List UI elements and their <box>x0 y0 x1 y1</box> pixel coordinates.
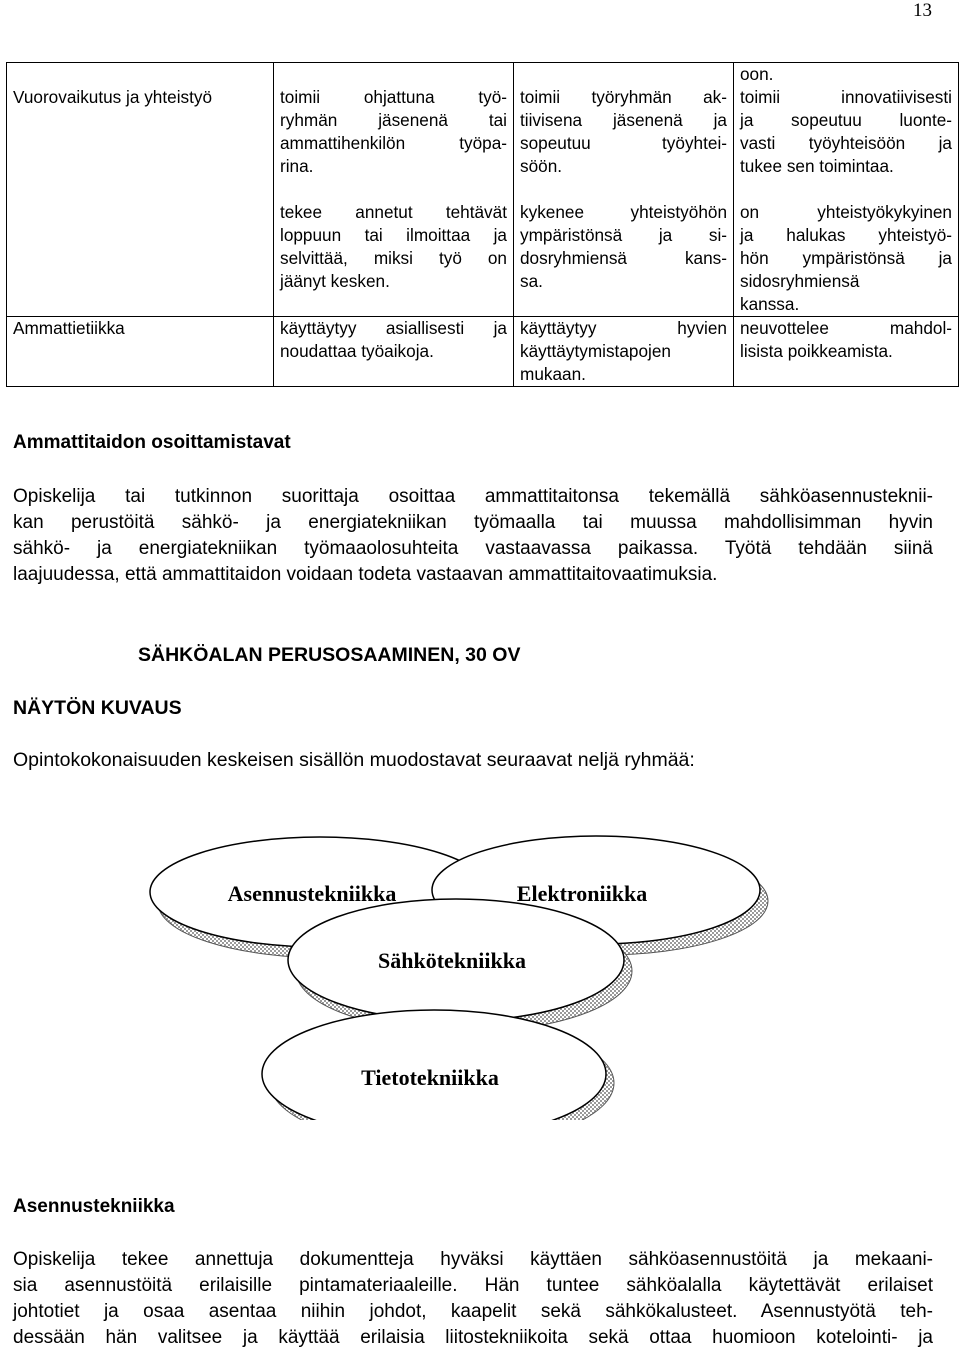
criteria-text <box>280 86 507 293</box>
text-line: dessään hän valitsee ja käyttää erilaisia liitostekniikoita sekä ottaa huomioon kotelointi- ja <box>13 1327 933 1348</box>
text-line: oon. <box>740 64 774 84</box>
criteria-text <box>520 86 727 293</box>
text-line: sähkö- ja energiatekniikan työmaaolosuhteita vastaavassa paikassa. Työtä tehdään siinä <box>13 538 933 559</box>
text-line: käyttäytyy hyvien <box>520 318 727 338</box>
text-line: neuvottelee mahdol- <box>740 318 952 338</box>
diagram-label: Asennustekniikka <box>227 881 397 906</box>
section-heading: Ammattitaidon osoittamistavat <box>13 432 291 453</box>
section-subtitle: NÄYTÖN KUVAUS <box>13 697 182 719</box>
text-line: sa. <box>520 271 543 291</box>
section-heading: Asennustekniikka <box>13 1196 175 1217</box>
text-line: ammattihenkilön työpa- <box>280 133 507 153</box>
diagram-label: Elektroniikka <box>516 881 648 906</box>
text-line: toimii ohjattuna työ- <box>280 87 507 107</box>
text-line: ryhmän jäsenenä tai <box>280 110 507 130</box>
text-line: tiivisena jäsenenä ja <box>520 110 727 130</box>
text-line: sopeutuu työyhtei- <box>520 133 727 153</box>
table-row <box>7 317 959 387</box>
diagram-label: Sähkötekniikka <box>378 948 526 973</box>
table-row <box>7 63 959 317</box>
text-line: dosryhmiensä kans- <box>520 248 727 268</box>
text-line: selvittää, miksi työ on <box>280 248 507 268</box>
criteria-cell <box>514 63 734 317</box>
text-line: ja halukas yhteistyö- <box>740 225 952 245</box>
row-label: Ammattietiikka <box>13 318 125 338</box>
text-line: noudattaa työaikoja. <box>280 341 434 361</box>
text-line: sia asennustöitä erilaisille pintamateriaaleille. Hän tuntee sähköalalla käytettävät erilaiset <box>13 1275 933 1296</box>
text-line: sidosryhmiensä <box>740 271 860 291</box>
text-line: kykenee yhteistyöhön <box>520 202 727 222</box>
criteria-text <box>740 63 952 316</box>
criteria-cell <box>274 317 514 387</box>
text-line: jäänyt kesken. <box>280 271 390 291</box>
row-label-cell <box>7 63 274 317</box>
text-line: toimii työryhmän ak- <box>520 87 727 107</box>
text-line: tukee sen toimintaa. <box>740 156 894 176</box>
criteria-cell <box>734 63 959 317</box>
criteria-cell <box>734 317 959 387</box>
diagram-label: Tietotekniikka <box>361 1065 499 1090</box>
text-line: toimii innovatiivisesti <box>740 87 952 107</box>
text-line: ja sopeutuu luonte- <box>740 110 952 130</box>
row-label: Vuorovaikutus ja yhteistyö <box>13 87 213 107</box>
criteria-cell <box>274 63 514 317</box>
text-line: vasti työyhteisöön ja <box>740 133 952 153</box>
text-line: ympäristönsä ja si- <box>520 225 727 245</box>
section-paragraph <box>13 484 933 588</box>
intro-text: Opintokokonaisuuden keskeisen sisällön muodostavat seuraavat neljä ryhmää: <box>13 749 695 771</box>
text-line: loppuun tai ilmoittaa ja <box>280 225 507 245</box>
page-number: 13 <box>913 0 932 21</box>
text-line: mukaan. <box>520 364 586 384</box>
row-label-cell <box>7 317 274 387</box>
criteria-table <box>6 62 959 387</box>
text-line: rina. <box>280 156 314 176</box>
text-line: kanssa. <box>740 294 800 314</box>
text-line: johtotiet ja osaa asentaa niihin johdot, kaapelit sekä sähkökalusteet. Asennustyötä teh- <box>13 1301 933 1322</box>
text-line: söön. <box>520 156 563 176</box>
text-line: Opiskelija tekee annettuja dokumentteja hyväksi käyttäen sähköasennustöitä ja mekaani- <box>13 1249 933 1270</box>
text-line: laajuudessa, että ammattitaidon voidaan todeta vastaavan ammattitaitovaatimuksia. <box>13 564 718 585</box>
text-line: Opiskelija tai tutkinnon suorittaja osoittaa ammattitaitonsa tekemällä sähköasennusteknii- <box>13 486 933 507</box>
text-line: tekee annetut tehtävät <box>280 202 507 222</box>
text-line: lisista poikkeamista. <box>740 341 893 361</box>
text-line: on yhteistyökykyinen <box>740 202 952 222</box>
text-line: kan perustöitä sähkö- ja energiatekniikan työmaalla tai muussa mahdollisimman hyvin <box>13 512 933 533</box>
text-line: käyttäytyy asiallisesti ja <box>280 318 507 338</box>
topic-diagram <box>0 820 960 1120</box>
text-line: käyttäytymistapojen <box>520 341 671 361</box>
section-paragraph <box>13 1247 933 1351</box>
criteria-cell <box>514 317 734 387</box>
page-title: SÄHKÖALAN PERUSOSAAMINEN, 30 OV <box>138 644 521 666</box>
text-line: hön ympäristönsä ja <box>740 248 952 268</box>
